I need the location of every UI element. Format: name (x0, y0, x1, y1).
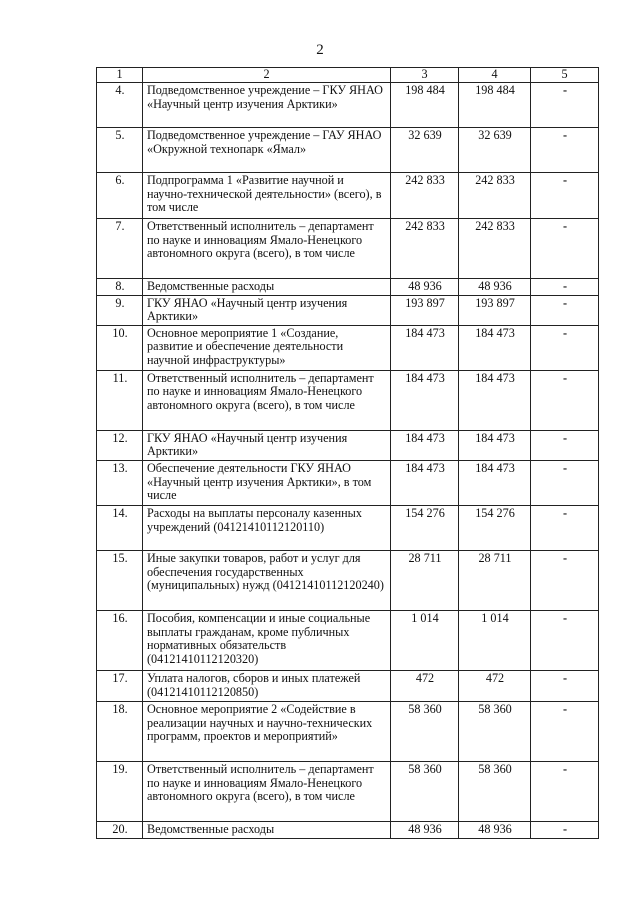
row-col5-value: - (531, 370, 599, 430)
table-row (97, 610, 599, 670)
row-col3-value: 242 833 (391, 173, 459, 219)
row-number: 11. (97, 370, 143, 430)
row-number: 14. (97, 505, 143, 550)
row-col3-value: 198 484 (391, 83, 459, 128)
row-number: 16. (97, 610, 143, 670)
row-name: Расходы на выплаты персоналу казенных учреждений (04121410112120110) (143, 505, 391, 550)
row-name: ГКУ ЯНАО «Научный центр изучения Арктики» (143, 295, 391, 325)
row-number: 15. (97, 550, 143, 610)
row-number: 7. (97, 219, 143, 279)
table-row (97, 430, 599, 460)
row-col5-value: - (531, 128, 599, 173)
row-name: Иные закупки товаров, работ и услуг для обеспечения государственных (муниципальных) нужд (04121410112120240) (143, 550, 391, 610)
row-col4-value: 58 360 (459, 761, 531, 821)
row-col4-value: 1 014 (459, 610, 531, 670)
row-name: Ведомственные расходы (143, 279, 391, 296)
table-row (97, 128, 599, 173)
table-row (97, 370, 599, 430)
row-col3-value: 28 711 (391, 550, 459, 610)
row-col3-value: 184 473 (391, 370, 459, 430)
row-col4-value: 242 833 (459, 173, 531, 219)
row-number: 19. (97, 761, 143, 821)
row-col5-value: - (531, 610, 599, 670)
row-name: Основное мероприятие 1 «Создание, развитие и обеспечение деятельности научной инфраструктуры» (143, 325, 391, 370)
table-row (97, 550, 599, 610)
row-name: Обеспечение деятельности ГКУ ЯНАО «Научный центр изучения Арктики», в том числе (143, 460, 391, 505)
header-col-3: 3 (391, 68, 459, 83)
row-col4-value: 154 276 (459, 505, 531, 550)
row-name: Ответственный исполнитель – департамент по науке и инновациям Ямало-Ненецкого автономного округа (всего), в том числе (143, 219, 391, 279)
row-col5-value: - (531, 670, 599, 701)
row-name: Подведомственное учреждение – ГКУ ЯНАО «Научный центр изучения Арктики» (143, 83, 391, 128)
header-col-1: 1 (97, 68, 143, 83)
row-col5-value: - (531, 505, 599, 550)
row-name: Подпрограмма 1 «Развитие научной и научно-технической деятельности» (всего), в том числе (143, 173, 391, 219)
row-col5-value: - (531, 295, 599, 325)
row-number: 5. (97, 128, 143, 173)
table-row (97, 460, 599, 505)
row-name: Уплата налогов, сборов и иных платежей (04121410112120850) (143, 670, 391, 701)
row-number: 10. (97, 325, 143, 370)
row-col4-value: 242 833 (459, 219, 531, 279)
table-header-row (97, 68, 599, 83)
table-row (97, 279, 599, 296)
row-col4-value: 193 897 (459, 295, 531, 325)
row-number: 8. (97, 279, 143, 296)
row-col3-value: 472 (391, 670, 459, 701)
row-col3-value: 48 936 (391, 279, 459, 296)
table-body (97, 83, 599, 839)
row-number: 12. (97, 430, 143, 460)
table-row (97, 505, 599, 550)
row-number: 6. (97, 173, 143, 219)
table-row (97, 83, 599, 128)
row-name: Ведомственные расходы (143, 821, 391, 838)
row-col3-value: 58 360 (391, 701, 459, 761)
row-col5-value: - (531, 279, 599, 296)
table-row (97, 761, 599, 821)
row-col3-value: 58 360 (391, 761, 459, 821)
row-col4-value: 184 473 (459, 430, 531, 460)
row-col4-value: 32 639 (459, 128, 531, 173)
table-row (97, 670, 599, 701)
row-col4-value: 184 473 (459, 370, 531, 430)
page-number: 2 (316, 42, 324, 58)
row-col3-value: 184 473 (391, 460, 459, 505)
row-number: 18. (97, 701, 143, 761)
table-row (97, 821, 599, 838)
row-col5-value: - (531, 173, 599, 219)
row-col4-value: 472 (459, 670, 531, 701)
row-col5-value: - (531, 219, 599, 279)
table-row (97, 701, 599, 761)
row-col3-value: 242 833 (391, 219, 459, 279)
row-col3-value: 32 639 (391, 128, 459, 173)
row-col5-value: - (531, 821, 599, 838)
row-col3-value: 193 897 (391, 295, 459, 325)
row-col3-value: 184 473 (391, 430, 459, 460)
row-col4-value: 48 936 (459, 279, 531, 296)
row-name: Ответственный исполнитель – департамент по науке и инновациям Ямало-Ненецкого автономного округа (всего), в том числе (143, 761, 391, 821)
table-row (97, 325, 599, 370)
row-col4-value: 58 360 (459, 701, 531, 761)
row-col5-value: - (531, 761, 599, 821)
row-number: 4. (97, 83, 143, 128)
row-col3-value: 1 014 (391, 610, 459, 670)
row-name: Пособия, компенсации и иные социальные выплаты гражданам, кроме публичных нормативных обязательств (04121410112120320) (143, 610, 391, 670)
row-col3-value: 184 473 (391, 325, 459, 370)
row-number: 13. (97, 460, 143, 505)
row-number: 9. (97, 295, 143, 325)
row-name: ГКУ ЯНАО «Научный центр изучения Арктики» (143, 430, 391, 460)
row-col4-value: 48 936 (459, 821, 531, 838)
table-row (97, 173, 599, 219)
row-number: 17. (97, 670, 143, 701)
row-col5-value: - (531, 701, 599, 761)
row-col5-value: - (531, 460, 599, 505)
table-row (97, 219, 599, 279)
row-col4-value: 28 711 (459, 550, 531, 610)
row-name: Подведомственное учреждение – ГАУ ЯНАО «Окружной технопарк «Ямал» (143, 128, 391, 173)
header-col-4: 4 (459, 68, 531, 83)
row-col4-value: 198 484 (459, 83, 531, 128)
row-number: 20. (97, 821, 143, 838)
row-col3-value: 48 936 (391, 821, 459, 838)
table-row (97, 295, 599, 325)
header-col-2: 2 (143, 68, 391, 83)
row-name: Ответственный исполнитель – департамент по науке и инновациям Ямало-Ненецкого автономного округа (всего), в том числе (143, 370, 391, 430)
budget-table (96, 67, 599, 839)
row-col4-value: 184 473 (459, 460, 531, 505)
row-col5-value: - (531, 430, 599, 460)
row-col4-value: 184 473 (459, 325, 531, 370)
row-name: Основное мероприятие 2 «Содействие в реализации научных и научно-технических программ, проектов и мероприятий» (143, 701, 391, 761)
row-col5-value: - (531, 83, 599, 128)
row-col3-value: 154 276 (391, 505, 459, 550)
row-col5-value: - (531, 325, 599, 370)
header-col-5: 5 (531, 68, 599, 83)
row-col5-value: - (531, 550, 599, 610)
